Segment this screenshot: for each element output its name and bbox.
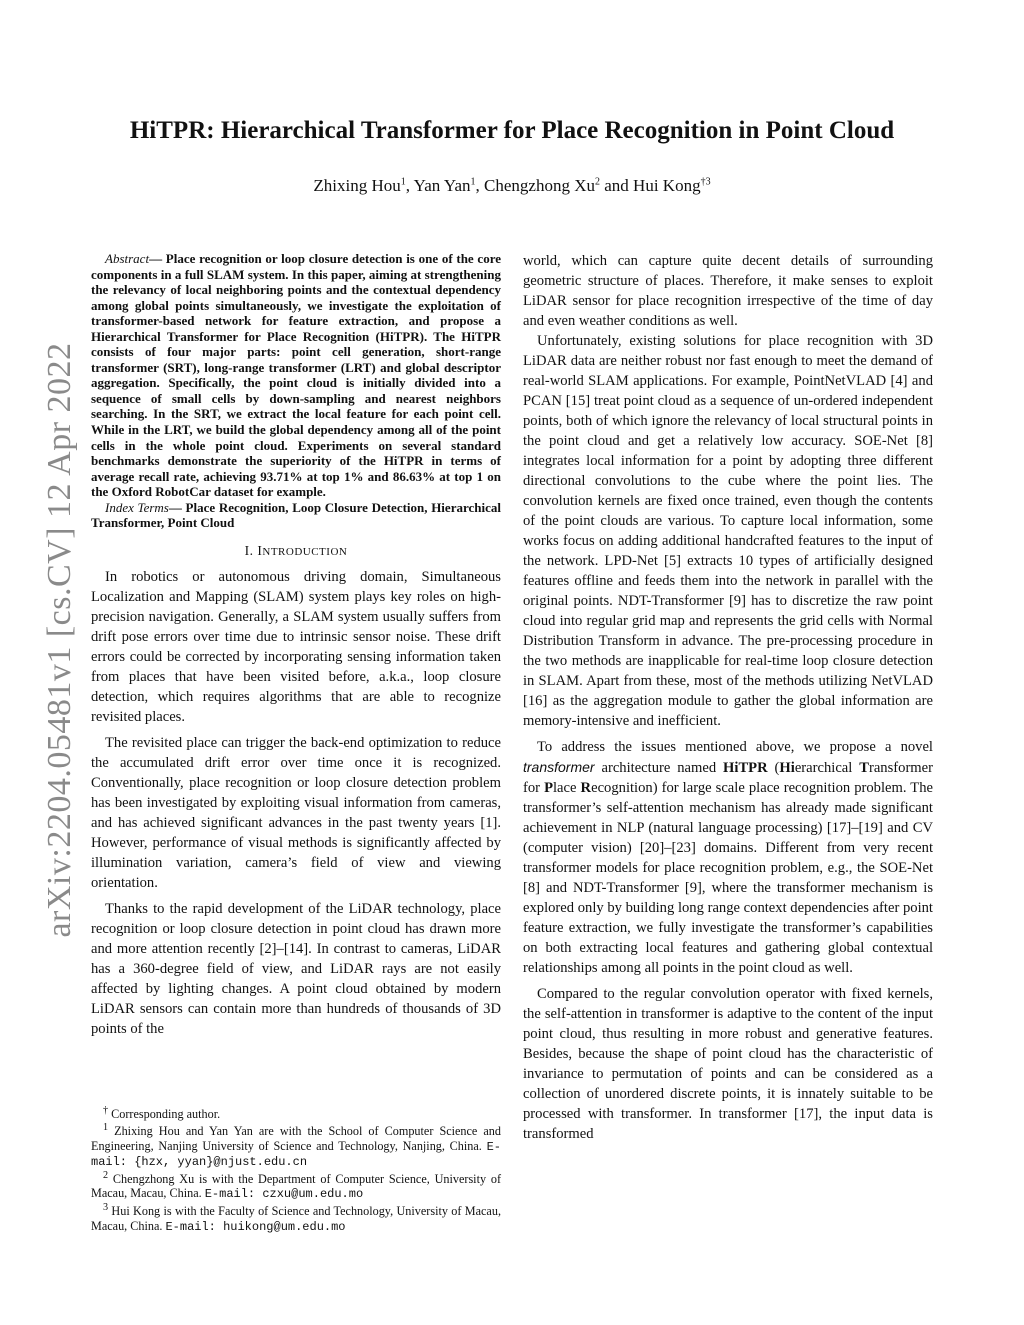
section-title-rest: NTRODUCTION	[262, 545, 348, 558]
body-paragraph: Unfortunately, existing solutions for place recognition with 3D LiDAR data are neither robust nor fast enough to meet the demand of real-world SLAM applications. For example, PointNetVLAD [4] and PCAN [15] treat point cloud as a sequence of un-ordered independent points, both of which ignore the relevancy of local structural points in the point cloud and get a relatively low accuracy. SOE-Net [8] integrates local information for a point by adopting three different directional convolutions to the cube where the point lies. The convolution kernels are fixed once trained, even though the contents of the point clouds are various. To capture local information, some works focus on adding additional handcrafted features to the input of the network. LPD-Net [5] extracts 10 types of artificially designed features offline and feeds them into the network in parallel with the original points. NDT-Transformer [9] has to discretize the raw point cloud into regular grid map and represents the grid cells with Normal Distribution Transform in advance. The pre-processing procedure in the two methods are inapplicable for real-time loop closure detection in SLAM. Apart from these, most of the methods utilizing NetVLAD [16] as the aggregation module to gather the global information are memory-intensive and inefficient.	[523, 333, 933, 729]
right-column	[523, 251, 933, 1144]
author-separator: ,	[475, 176, 485, 195]
footnote-text: Zhixing Hou and Yan Yan are with the School of Computer Science and Engineering, Nanjing University of Science and Technology, Nanjing, China.	[91, 1124, 501, 1153]
acronym-letter: T	[859, 760, 869, 776]
abstract-text: — Place recognition or loop closure detection is one of the core components in a full SLAM system. In this paper, aiming at strengthening the relevancy of local neighboring points and the contextual dependency among global points simultaneously, we investigate the exploitation of transformer-based network for feature extraction, and propose a Hierarchical Transformer for Place Recognition (HiTPR). The HiTPR consists of four major parts: point cell generation, short-range transformer (SRT), long-range transformer (LRT) and global descriptor aggregation. Specifically, the point cloud is initially divided into a sequence of small cells by down-sampling and nearest neighbors searching. In the SRT, we extract the local feature for each point cell. While in the LRT, we build the global dependency among all of the point cells in the whole point cloud. Experiments on several standard benchmarks demonstrate the superiority of the HiTPR in terms of average recall rate, achieving 93.71% at top 1% and 86.63% at top 1 on the Oxford RobotCar dataset for example.	[91, 251, 501, 500]
paper-title: HiTPR: Hierarchical Transformer for Place Recognition in Point Cloud	[129, 117, 895, 144]
text-run: erarchical	[794, 760, 860, 776]
text-run: To address the issues mentioned above, we propose a novel	[537, 739, 933, 755]
body-paragraph: Thanks to the rapid development of the LiDAR technology, place recognition or loop closure detection in point cloud has drawn more and more attention recently [2]–[14]. In contrast to cameras, LiDAR has a 360-degree field of view, and LiDAR rays are not easily affected by lighting changes. A point cloud obtained by modern LiDAR sensors can contain more than hundreds of thousands of 3D points of the	[91, 900, 501, 1037]
text-run: ecognition) for large scale place recognition problem. The transformer’s self-attention mechanism has already made significant achievement in NLP (natural language processing) [17]–[19] and CV (computer vision) [20]–[23] domains. Different from very recent transformer models for place recognition problem, e.g., the SOE-Net [8] and NDT-Transformer [9], where the transformer mechanism is explored only by building long range context dependencies after point feature extraction, we fully investigate the transformer’s capabilities on both extracting local features and gathering global contextual relationships among all points in the point cloud as well.	[523, 780, 933, 976]
method-name: HiTPR	[723, 760, 768, 776]
footnote-text: Chengzhong Xu is with the Department of Computer Science, University of Macau, Macau, China.	[91, 1172, 501, 1201]
section-title-initial: I	[257, 542, 263, 558]
index-terms-text: — Place Recognition, Loop Closure Detection, Hierarchical Transformer, Point Cloud	[91, 499, 501, 531]
acronym-letter: P	[544, 780, 553, 796]
body-paragraph: Compared to the regular convolution operator with fixed kernels, the self-attention in transformer is adaptive to the content of the input point cloud, thus resulting in more robust and generative features. Besides, because the shape of point cloud has the characteristic of invariance to permutation of points and can be considered as a collection of unordered discrete points, it is innately suitable to be processed with transformer. In transformer [17], the input data is transformed	[523, 986, 933, 1142]
text-run: architecture named	[594, 760, 724, 776]
section-heading	[91, 543, 501, 559]
footnotes	[91, 1104, 501, 1234]
author-separator: and	[600, 176, 634, 195]
body-paragraph: The revisited place can trigger the back-end optimization to reduce the accumulated drift error over time once it is recognized. Conventionally, place recognition or loop closure detection problem has been investigated by exploiting visual information from cameras, and has achieved significant advances in the past twenty years [1]. However, performance of visual methods is significantly affected by illumination variation, camera’s field of view and viewing orientation.	[91, 734, 501, 891]
footnote-mark: 1	[103, 1122, 109, 1134]
body-paragraph: In robotics or autonomous driving domain, Simultaneous Localization and Mapping (SLAM) system plays key roles on high-precision navigation. Generally, a SLAM system usually suffers from drift pose errors over time due to intrinsic sensor noise. These drift errors could be corrected by incorporating sensing information taken from places that have been visited before, a.k.a., loop closure detection, which requires algorithms that are able to recognize revisited places.	[91, 568, 501, 725]
footnote-mark: 2	[103, 1169, 109, 1181]
affiliation-mark: †3	[700, 176, 711, 188]
acronym-letter: Hi	[779, 760, 795, 776]
abstract-label: Abstract	[105, 251, 150, 266]
text-run: lace	[553, 780, 581, 796]
footnote-mark: †	[103, 1105, 109, 1116]
body-paragraph: world, which can capture quite decent details of surrounding geometric structure of places. Therefore, it make senses to exploit LiDAR sensor for place recognition irrespective of the time of day and even weather conditions as well.	[523, 253, 933, 329]
text-run: (	[767, 760, 780, 776]
author-list	[0, 176, 1024, 196]
emphasis-text: transformer	[523, 759, 595, 775]
author-name: Yan Yan	[413, 176, 471, 195]
footnote	[91, 1104, 501, 1121]
affiliation-mark: 2	[595, 176, 600, 188]
acronym-letter: R	[580, 780, 592, 796]
arxiv-identifier: arXiv:2204.05481v1 [cs.CV] 12 Apr 2022	[41, 342, 78, 938]
footnote	[91, 1121, 501, 1169]
author-name: Hui Kong	[633, 176, 701, 195]
email-address: E-mail: huikong@um.edu.mo	[165, 1219, 346, 1234]
author-name: Chengzhong Xu	[484, 176, 595, 195]
footnote-text: Hui Kong is with the Faculty of Science and Technology, University of Macau, Macau, China.	[91, 1204, 501, 1233]
footnote	[91, 1169, 501, 1201]
body-paragraph	[523, 737, 933, 978]
affiliation-mark: 1	[400, 176, 406, 188]
section-number: I.	[244, 542, 258, 558]
left-column	[91, 251, 501, 1039]
text-run: ransformer for	[523, 760, 933, 796]
affiliation-mark: 1	[470, 176, 476, 188]
abstract	[91, 251, 501, 500]
footnote-mark: 3	[103, 1202, 109, 1214]
email-address: E-mail: {hzx, yyan}@njust.edu.cn	[91, 1139, 501, 1169]
footnote-text: Corresponding author.	[108, 1107, 221, 1122]
index-terms	[91, 500, 501, 531]
index-terms-label: Index Terms	[105, 499, 169, 515]
footnote	[91, 1201, 501, 1233]
author-separator: ,	[405, 176, 414, 195]
email-address: E-mail: czxu@um.edu.mo	[204, 1187, 364, 1202]
author-name: Zhixing Hou	[313, 176, 401, 195]
